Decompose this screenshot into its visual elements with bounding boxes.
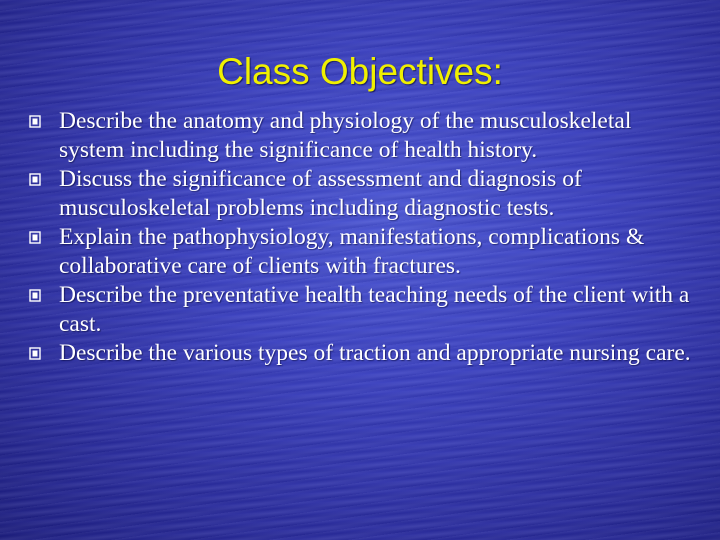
section-sign-icon [29,231,41,244]
section-sign-icon [29,173,41,186]
section-sign-icon [29,347,41,360]
slide-title: Class Objectives: [217,51,503,92]
objective-item [28,339,698,368]
objective-item [28,223,698,281]
objective-text: Discuss the significance of assessment and diagnosis of musculoskeletal problems including diagnostic tests. [59,166,582,221]
objectives-list [28,107,698,368]
section-sign-icon [29,115,41,128]
section-sign-icon [29,289,41,302]
objective-item [28,281,698,339]
objective-text: Explain the pathophysiology, manifestations, complications & collaborative care of clients with fractures. [59,224,645,279]
objective-text: Describe the various types of traction and appropriate nursing care. [59,340,691,366]
objective-item [28,107,698,165]
objective-text: Describe the preventative health teaching needs of the client with a cast. [59,282,690,337]
objective-text: Describe the anatomy and physiology of the musculoskeletal system including the significance of health history. [59,108,632,163]
objective-item [28,165,698,223]
